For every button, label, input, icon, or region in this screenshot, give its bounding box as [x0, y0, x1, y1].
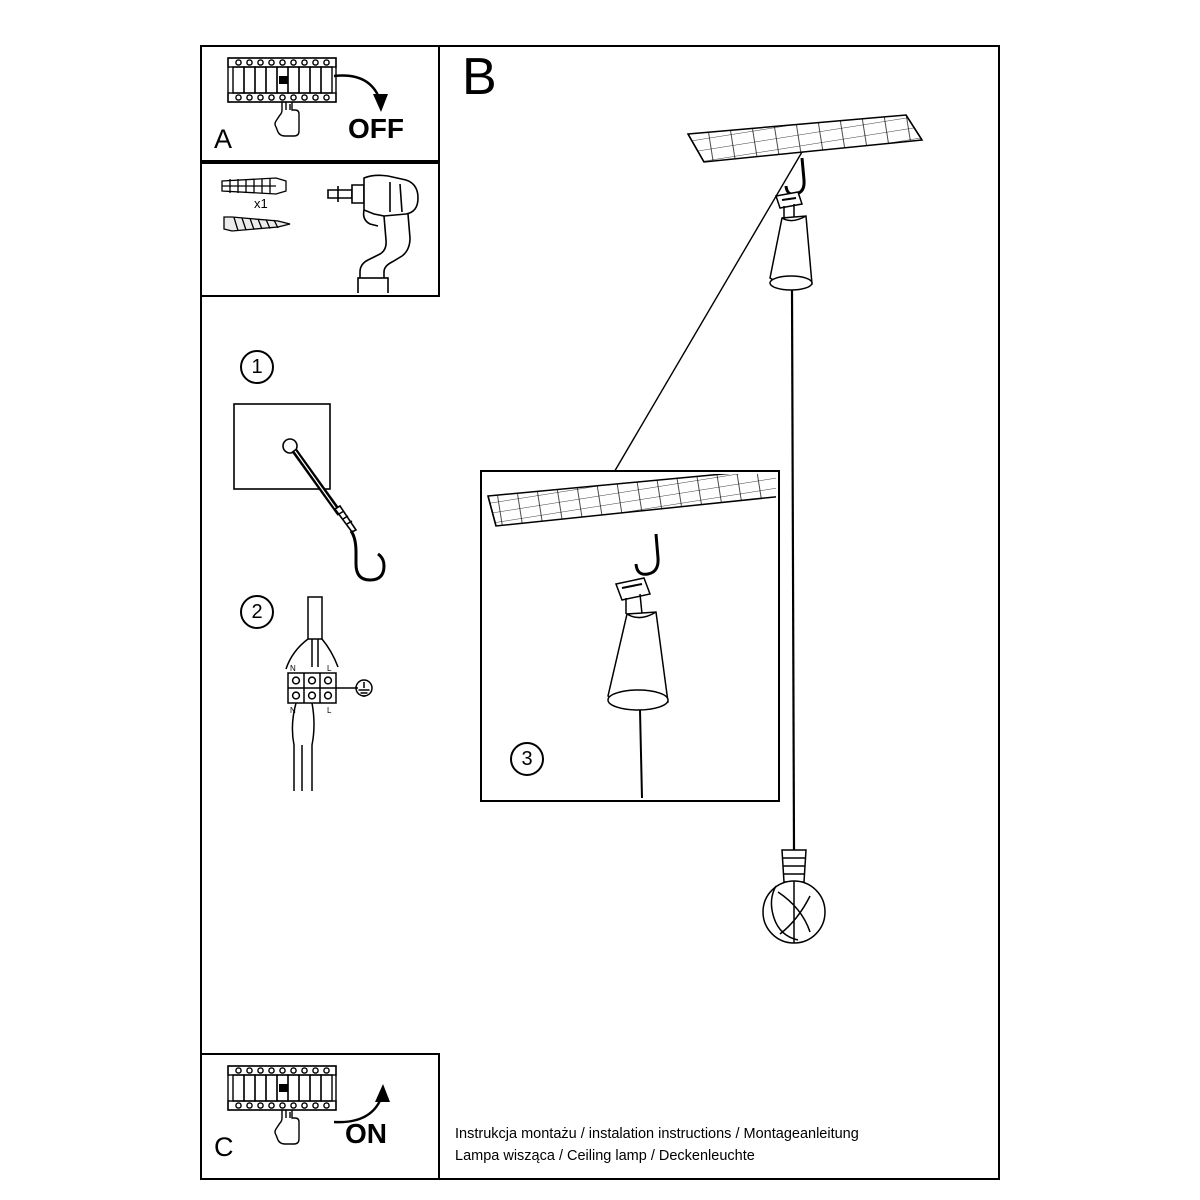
step-2-number: 2: [240, 595, 274, 629]
footer-text: [455, 1123, 859, 1167]
panel-c-letter: C: [214, 1132, 234, 1162]
lamp-canopy-hooked-to-ceiling-icon: [484, 474, 776, 798]
panel-a-state-label: OFF: [348, 113, 404, 144]
panel-a-letter: A: [214, 124, 233, 154]
step-3-number: 3: [510, 742, 544, 776]
terminal-label-l-top: L: [327, 664, 332, 673]
terminal-label-l-bottom: L: [327, 706, 332, 715]
power-drill-icon: [322, 168, 432, 293]
terminal-label-n-bottom: N: [290, 706, 296, 715]
panel-b-letter: B: [462, 48, 497, 106]
fuse-box-with-hand-icon: [224, 52, 344, 137]
terminal-block-wiring-icon: [272, 595, 382, 795]
footer-line-1: Instrukcja montażu / instalation instructions / Montageanleitung: [455, 1126, 859, 1142]
screw-icon: [218, 212, 300, 236]
footer-line-2: Lampa wisząca / Ceiling lamp / Deckenleuchte: [455, 1148, 755, 1164]
curved-arrow-down-icon: [330, 70, 396, 120]
terminal-label-n-top: N: [290, 664, 296, 673]
hook-screwed-into-ceiling-icon: [232, 402, 422, 597]
quantity-label: x1: [254, 196, 268, 211]
fuse-box-with-hand-icon: [224, 1060, 344, 1145]
detail-callout-line: [480, 140, 820, 480]
panel-c-state-label: ON: [345, 1118, 387, 1149]
curved-arrow-up-icon: [330, 1078, 396, 1128]
wall-plug-icon: [218, 172, 298, 202]
step-1-number: 1: [240, 350, 274, 384]
